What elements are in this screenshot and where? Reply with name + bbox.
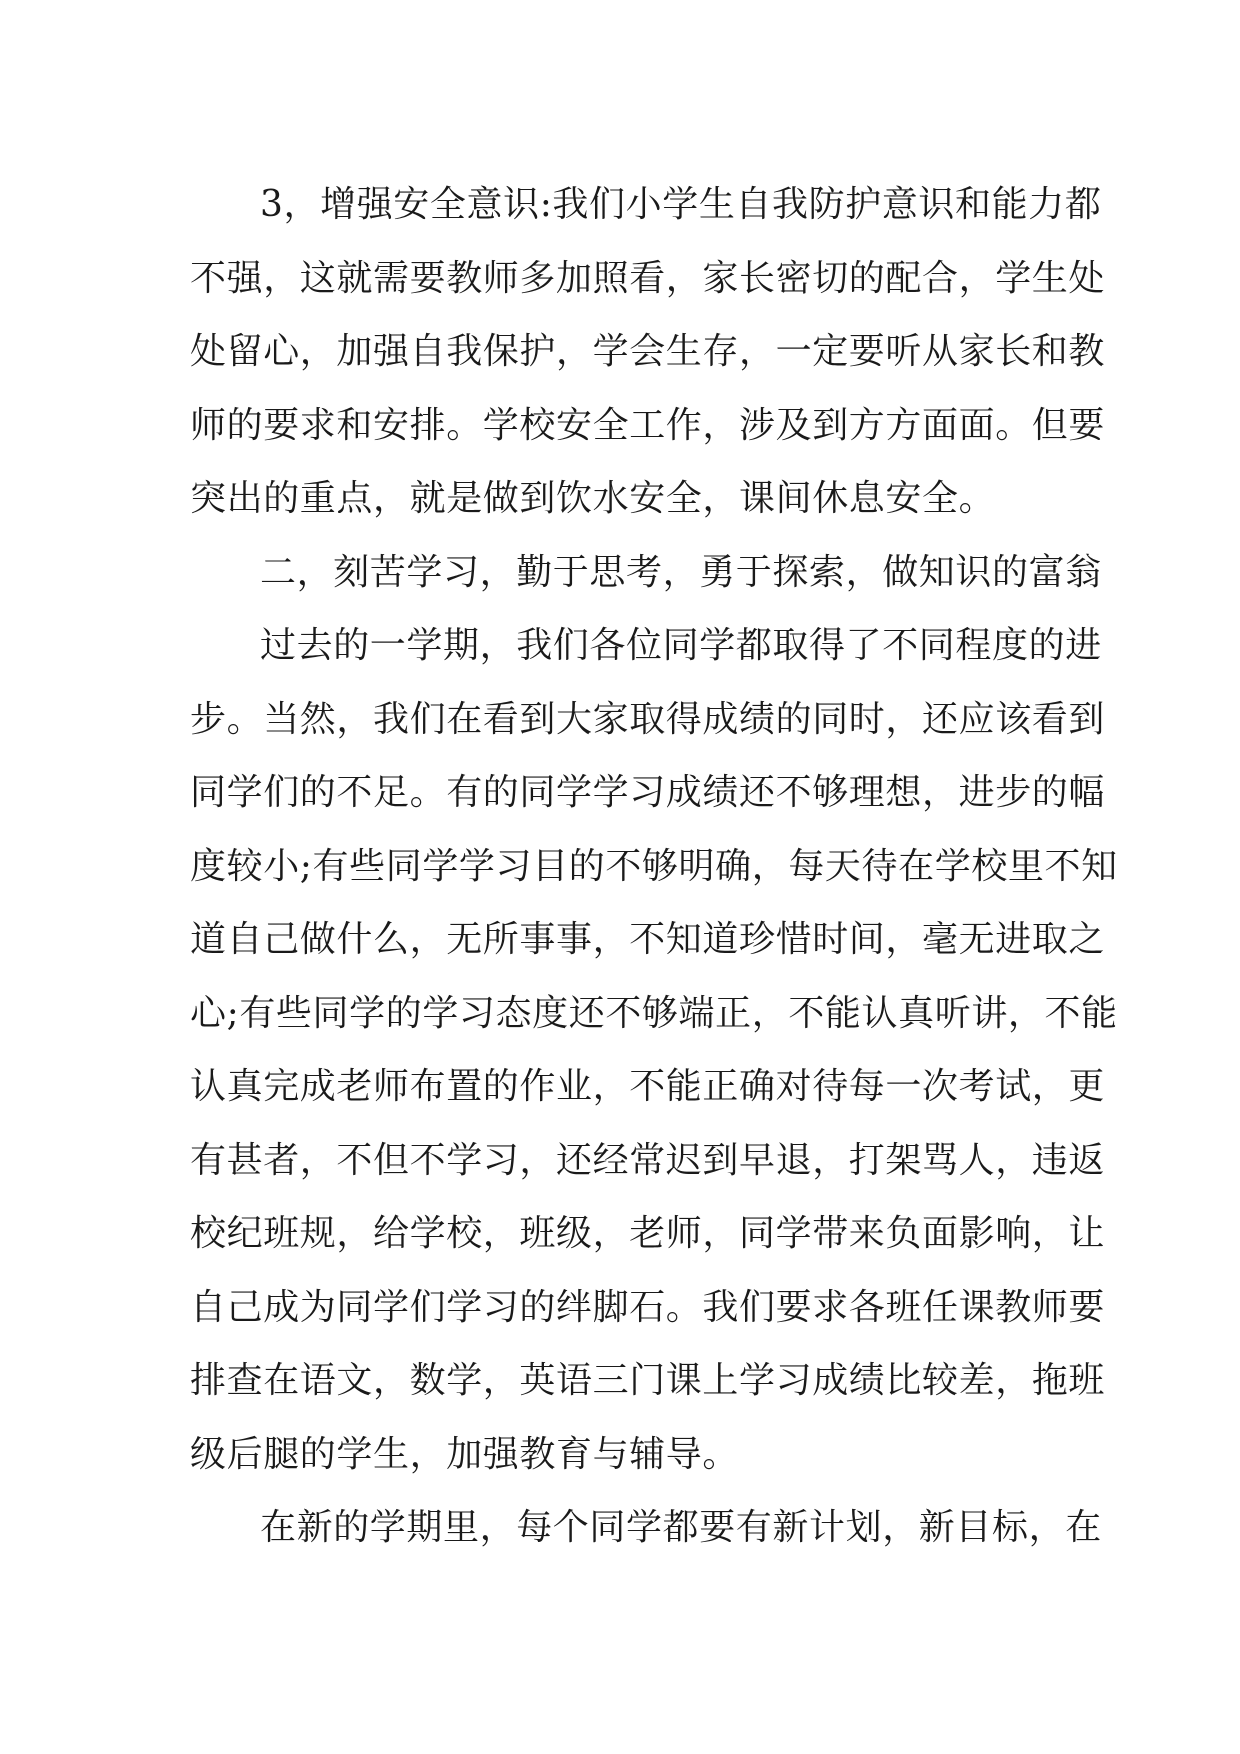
text-line: 二，刻苦学习，勤于思考，勇于探索，做知识的富翁 [260,551,1102,593]
text-line: 步。当然，我们在看到大家取得成绩的同时，还应该看到 [190,698,1106,740]
text-line: 有甚者，不但不学习，还经常迟到早退，打架骂人，违返 [190,1139,1106,1181]
document-body [190,168,1118,1565]
text-line: 认真完成老师布置的作业，不能正确对待每一次考试，更 [190,1066,1106,1107]
text-line: 心;有些同学的学习态度还不够端正，不能认真听讲，不能 [190,992,1118,1034]
paragraph-safety-awareness [190,168,1106,536]
text-line: 处留心，加强自我保护，学会生存，一定要听从家长和教 [190,331,1106,372]
text-line: 排查在语文，数学，英语三门课上学习成绩比较差，拖班 [190,1360,1106,1401]
text-line: 3，增强安全意识:我们小学生自我防护意识和能力都 [260,184,1102,225]
paragraph-last-semester [190,609,1118,1491]
section-heading-study-hard [190,536,1102,610]
text-line: 自己成为同学们学习的绊脚石。我们要求各班任课教师要 [190,1286,1106,1328]
text-line: 校纪班规，给学校，班级，老师，同学带来负面影响，让 [190,1213,1106,1254]
text-line: 度较小;有些同学学习目的不够明确，每天待在学校里不知 [190,845,1118,887]
text-line: 过去的一学期，我们各位同学都取得了不同程度的进 [260,625,1102,666]
text-line: 道自己做什么，无所事事，不知道珍惜时间，毫无进取之 [190,919,1106,960]
text-line: 同学们的不足。有的同学学习成绩还不够理想，进步的幅 [190,772,1106,813]
text-line: 在新的学期里，每个同学都要有新计划，新目标，在 [260,1507,1102,1548]
text-line: 级后腿的学生，加强教育与辅导。 [190,1433,740,1475]
paragraph-new-semester [190,1491,1102,1565]
text-line: 突出的重点，就是做到饮水安全，课间休息安全。 [190,478,996,519]
text-line: 师的要求和安排。学校安全工作，涉及到方方面面。但要 [190,404,1106,446]
text-line: 不强，这就需要教师多加照看，家长密切的配合，学生处 [190,257,1106,299]
